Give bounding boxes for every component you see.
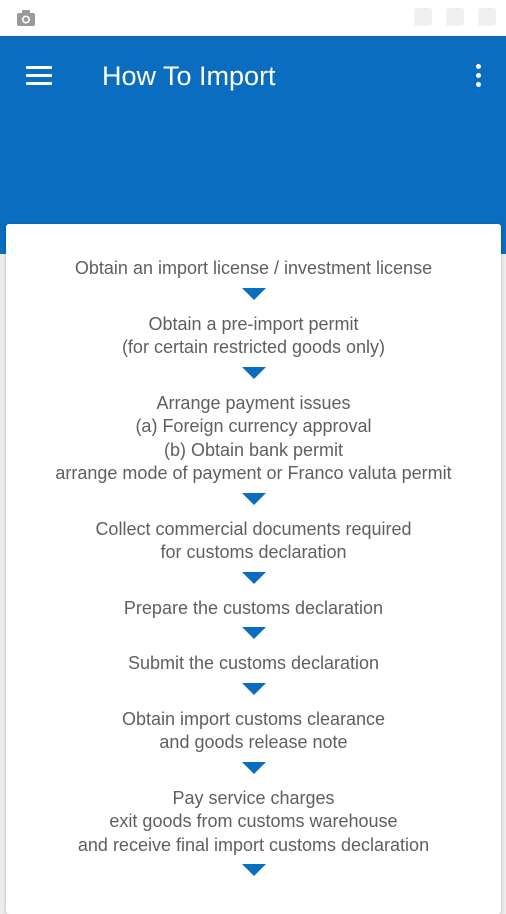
down-arrow-icon <box>242 367 266 379</box>
app-bar <box>0 36 506 254</box>
step-8 <box>6 787 501 858</box>
step-2 <box>6 313 501 360</box>
step-text-line: (b) Obtain bank permit <box>163 439 344 460</box>
step-text-line: (for certain restricted goods only) <box>121 337 386 357</box>
step-text-line: arrange mode of payment or Franco valuta permit <box>55 463 452 483</box>
down-arrow-icon <box>242 572 266 584</box>
step-text-line: Obtain a pre-import permit <box>148 313 359 334</box>
step-text-line: Pay service charges <box>172 787 335 808</box>
down-arrow-icon <box>242 762 266 774</box>
signal-icon <box>446 8 464 26</box>
step-text-line: Prepare the customs declaration <box>123 597 384 618</box>
step-text-line: Obtain import customs clearance <box>121 708 386 729</box>
battery-icon <box>478 8 496 26</box>
page-title: How To Import <box>102 61 276 91</box>
hamburger-menu-icon[interactable] <box>26 66 54 86</box>
down-arrow-icon <box>242 683 266 695</box>
camera-icon <box>16 9 36 27</box>
step-text-line: (a) Foreign currency approval <box>135 416 372 436</box>
step-text-line: Submit the customs declaration <box>127 653 380 673</box>
down-arrow-icon <box>242 288 266 300</box>
down-arrow-icon <box>242 493 266 505</box>
step-text-line: exit goods from customs warehouse <box>109 811 398 831</box>
step-text-line: and goods release note <box>159 732 348 752</box>
step-1 <box>6 257 501 281</box>
step-text-line: and receive final import customs declaration <box>77 834 430 855</box>
step-text-line: Obtain an import license / investment license <box>74 258 433 278</box>
status-icons <box>414 8 496 26</box>
step-text-line: Collect commercial documents required <box>95 518 412 539</box>
more-options-icon[interactable] <box>474 62 484 90</box>
step-6 <box>6 652 501 676</box>
down-arrow-icon <box>242 864 266 876</box>
import-steps-flow <box>6 224 501 876</box>
step-7 <box>6 708 501 755</box>
step-text-line: Arrange payment issues <box>156 392 351 413</box>
down-arrow-icon <box>242 627 266 639</box>
import-steps-card <box>6 224 501 914</box>
step-5 <box>6 597 501 621</box>
step-text-line: for customs declaration <box>160 542 347 562</box>
step-3 <box>6 392 501 486</box>
step-4 <box>6 518 501 565</box>
status-bar <box>0 0 506 36</box>
wifi-icon <box>414 8 432 26</box>
